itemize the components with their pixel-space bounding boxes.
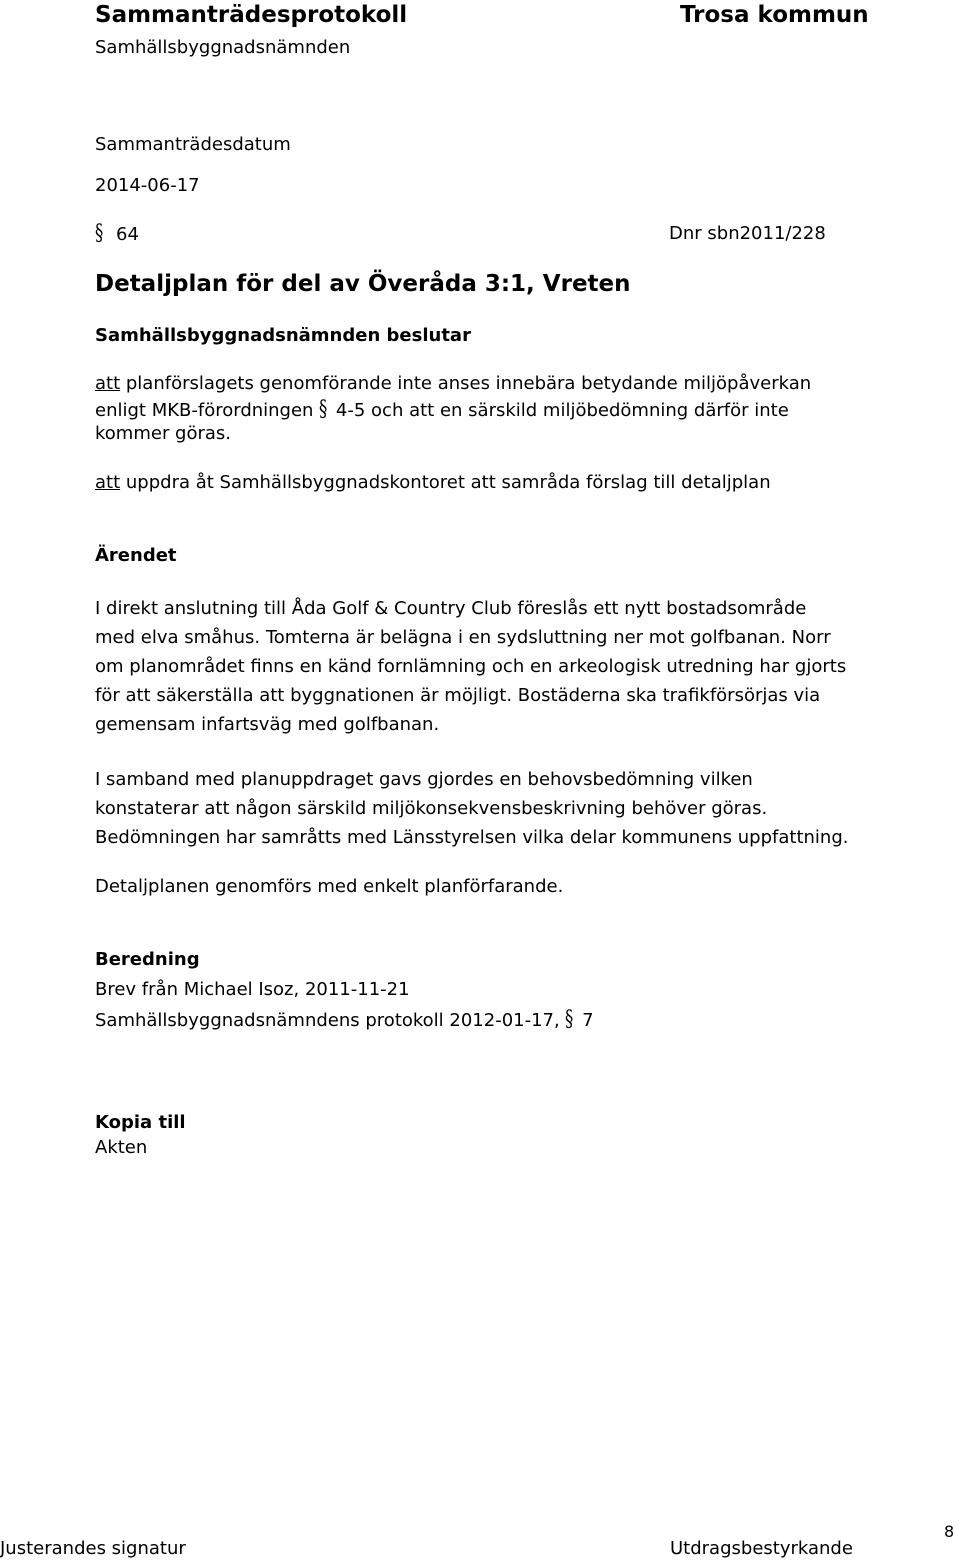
paragraph-number: § 64 xyxy=(95,221,139,246)
decision-heading: Samhällsbyggnadsnämnden beslutar xyxy=(95,325,471,346)
municipality-name: Trosa kommun xyxy=(680,2,869,28)
decision-item-1: att planförslagets genomförande inte anses innebära betydande miljöpåverkan enligt MKB-förordningen § 4-5 och att en särskild miljöbedömning därför inte kommer göras. xyxy=(95,373,812,444)
beredning-item: Brev från Michael Isoz, 2011-11-21 xyxy=(95,979,410,1000)
arendet-paragraph-3: Detaljplanen genomförs med enkelt planförfarande. xyxy=(95,876,564,897)
decision-item-2: att uppdra åt Samhällsbyggnadskontoret att samråda förslag till detaljplan xyxy=(95,472,771,493)
certification-label: Utdragsbestyrkande xyxy=(670,1538,853,1559)
meeting-date-label: Sammanträdesdatum xyxy=(95,134,291,155)
page-title: Detaljplan för del av Överåda 3:1, Vreten xyxy=(95,271,631,297)
page-number: 8 xyxy=(944,1522,955,1541)
beredning-item: Samhällsbyggnadsnämndens protokoll 2012-01-17, § 7 xyxy=(95,1007,594,1032)
arendet-paragraph-1: I direkt anslutning till Åda Golf & Country Club föreslås ett nytt bostadsområde med elva småhus. Tomterna är belägna i en sydsluttning ner mot golfbanan. Norr om planområdet finns en känd fornlämning och en arkeologisk utredning har gjorts för att säkerställa att byggnationen är möjligt. Bostäderna ska trafikförsörjas via gemensam infartsväg med golfbanan. xyxy=(95,598,847,735)
section-symbol: § xyxy=(565,1007,574,1032)
beredning-list xyxy=(95,974,594,1036)
committee-name: Samhällsbyggnadsnämnden xyxy=(95,37,351,58)
meeting-date: 2014-06-17 xyxy=(95,175,200,196)
section-symbol: § xyxy=(319,397,328,422)
document-type: Sammanträdesprotokoll xyxy=(95,2,408,28)
signature-label: Justerandes signatur xyxy=(0,1538,186,1559)
arendet-paragraph-2: I samband med planuppdraget gavs gjordes en behovsbedömning vilken konstaterar att någon särskild miljökonsekvensbeskrivning behöver göras. Bedömningen har samråtts med Länsstyrelsen vilka delar kommunens uppfattning. xyxy=(95,769,849,848)
beredning-heading: Beredning xyxy=(95,949,200,970)
section-symbol: § xyxy=(95,221,104,246)
dnr-number: Dnr sbn2011/228 xyxy=(669,223,826,244)
copy-recipient: Akten xyxy=(95,1137,148,1158)
att-keyword: att xyxy=(95,373,121,394)
arendet-heading: Ärendet xyxy=(95,545,177,566)
att-keyword: att xyxy=(95,472,121,493)
copy-to-heading: Kopia till xyxy=(95,1112,186,1133)
